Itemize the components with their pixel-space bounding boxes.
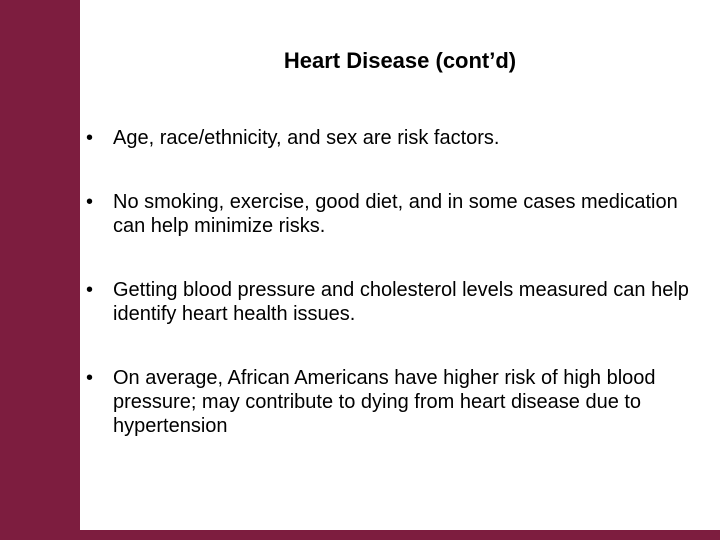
bullet-text: On average, African Americans have higher risk of high blood pressure; may contribute to dying from heart disease due to hypertension xyxy=(113,367,656,437)
bullet-item xyxy=(86,366,711,438)
bullet-dot-icon: • xyxy=(86,367,94,389)
bullet-text: Age, race/ethnicity, and sex are risk factors. xyxy=(113,127,500,149)
bullet-item xyxy=(86,190,711,238)
bottom-decorative-band xyxy=(0,530,720,540)
bullet-list xyxy=(86,126,711,438)
bullet-item xyxy=(86,278,711,326)
bullet-dot-icon: • xyxy=(86,127,94,149)
bullet-text: No smoking, exercise, good diet, and in some cases medication can help minimize risks. xyxy=(113,191,678,237)
bullet-item xyxy=(86,126,711,150)
left-decorative-band xyxy=(0,0,80,540)
bullet-dot-icon: • xyxy=(86,279,94,301)
bullet-text: Getting blood pressure and cholesterol levels measured can help identify heart health issues. xyxy=(113,279,689,325)
slide-title: Heart Disease (cont’d) xyxy=(283,48,517,73)
bullet-dot-icon: • xyxy=(86,191,94,213)
